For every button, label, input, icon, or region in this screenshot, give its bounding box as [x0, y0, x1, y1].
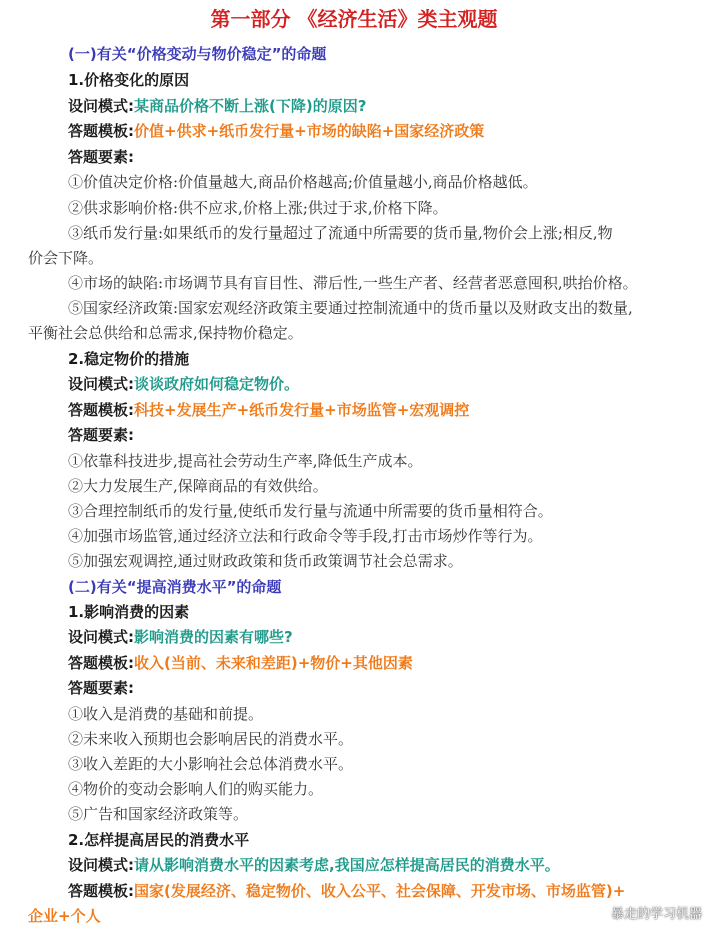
answer-element-item: ④市场的缺陷:市场调节具有盲目性、滞后性,一些生产者、经营者恶意囤积,哄抬价格。: [68, 274, 638, 292]
answer-element-item: ⑤广告和国家经济政策等。: [68, 805, 249, 823]
subsection-title-raise-consumption: 2.怎样提高居民的消费水平: [68, 831, 250, 849]
question-pattern-label: 设问模式:: [68, 628, 134, 646]
answer-element-item: ②未来收入预期也会影响居民的消费水平。: [68, 730, 354, 748]
answer-element-item: ①收入是消费的基础和前提。: [68, 705, 264, 723]
page-title: 第一部分 《经济生活》类主观题: [210, 7, 498, 31]
question-pattern-text: 谈谈政府如何稳定物价。: [134, 375, 300, 393]
answer-element-item: ②大力发展生产,保障商品的有效供给。: [68, 477, 328, 495]
question-pattern-label: 设问模式:: [68, 856, 134, 874]
answer-element-item: ①依靠科技进步,提高社会劳动生产率,降低生产成本。: [68, 452, 423, 470]
answer-element-item-continued: 价会下降。: [28, 249, 104, 267]
answer-element-item: ③收入差距的大小影响社会总体消费水平。: [68, 755, 354, 773]
answer-element-item: ②供求影响价格:供不应求,价格上涨;供过于求,价格下降。: [68, 199, 448, 217]
question-pattern-text: 某商品价格不断上涨(下降)的原因?: [134, 97, 367, 115]
answer-template-label: 答题模板:: [68, 122, 134, 140]
section-heading-price: (一)有关“价格变动与物价稳定”的命题: [68, 45, 327, 63]
answer-element-item: ⑤国家经济政策:国家宏观经济政策主要通过控制流通中的货币量以及财政支出的数量,: [68, 299, 633, 317]
watermark: 暴走的学习机器: [610, 907, 702, 922]
answer-template-text: 科技+发展生产+纸币发行量+市场监管+宏观调控: [134, 401, 470, 419]
answer-element-item: ①价值决定价格:价值量越大,商品价格越高;价值量越小,商品价格越低。: [68, 173, 538, 191]
question-pattern-text: 影响消费的因素有哪些?: [134, 628, 293, 646]
answer-template-row: [0, 398, 708, 422]
subsection-title-price-causes: 1.价格变化的原因: [68, 71, 190, 89]
answer-element-item: ③纸币发行量:如果纸币的发行量超过了流通中所需要的货币量,物价会上涨;相反,物: [68, 224, 613, 242]
answer-template-row: [0, 119, 708, 143]
question-pattern-row: [0, 372, 708, 396]
answer-elements-label: 答题要素:: [68, 148, 134, 166]
answer-elements-label: 答题要素:: [68, 679, 134, 697]
answer-template-text: 价值+供求+纸币发行量+市场的缺陷+国家经济政策: [134, 122, 485, 140]
answer-element-item: ③合理控制纸币的发行量,使纸币发行量与流通中所需要的货币量相符合。: [68, 502, 553, 520]
answer-template-text: 国家(发展经济、稳定物价、收入公平、社会保障、开发市场、市场监管)+: [134, 882, 626, 900]
question-pattern-row: [0, 625, 708, 649]
answer-template-text-continued: 企业+个人: [28, 907, 101, 925]
answer-template-label: 答题模板:: [68, 654, 134, 672]
section-heading-consumption: (二)有关“提高消费水平”的命题: [68, 578, 282, 596]
answer-template-label: 答题模板:: [68, 401, 134, 419]
question-pattern-label: 设问模式:: [68, 97, 134, 115]
question-pattern-text: 请从影响消费水平的因素考虑,我国应怎样提高居民的消费水平。: [134, 856, 560, 874]
question-pattern-row: [0, 853, 708, 877]
answer-template-text: 收入(当前、未来和差距)+物价+其他因素: [134, 654, 413, 672]
answer-elements-label: 答题要素:: [68, 426, 134, 444]
question-pattern-row: [0, 94, 708, 118]
answer-element-item: ⑤加强宏观调控,通过财政政策和货币政策调节社会总需求。: [68, 552, 463, 570]
answer-element-item: ④加强市场监管,通过经济立法和行政命令等手段,打击市场炒作等行为。: [68, 527, 543, 545]
answer-template-row: [0, 879, 708, 903]
question-pattern-label: 设问模式:: [68, 375, 134, 393]
answer-element-item: ④物价的变动会影响人们的购买能力。: [68, 780, 324, 798]
subsection-title-consumption-factors: 1.影响消费的因素: [68, 603, 190, 621]
subsection-title-stabilize-prices: 2.稳定物价的措施: [68, 350, 190, 368]
answer-template-label: 答题模板:: [68, 882, 134, 900]
answer-template-row: [0, 651, 708, 675]
answer-element-item-continued: 平衡社会总供给和总需求,保持物价稳定。: [28, 324, 303, 342]
